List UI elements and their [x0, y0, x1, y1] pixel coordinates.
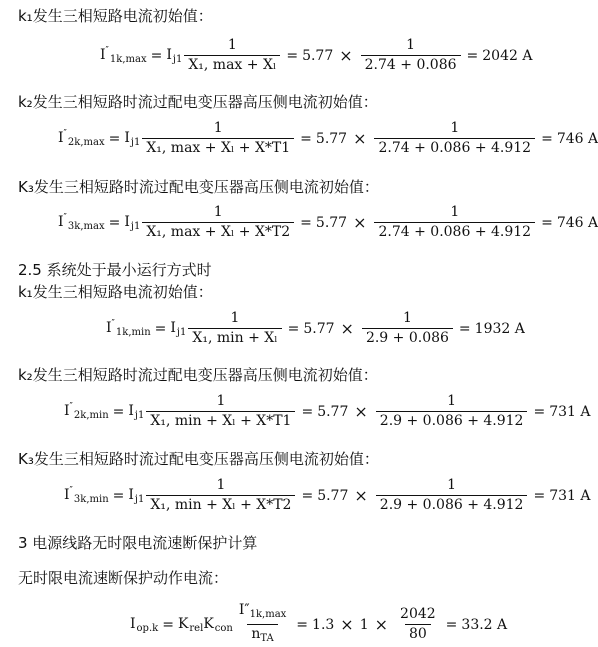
heading-k3-min: K₃发生三相短路时流过配电变压器高压侧电流初始值： [18, 450, 379, 468]
section-2-5-title: 2.5 系统处于最小运行方式时 [18, 261, 212, 279]
equation-i3k-min: $I''_{3k,min}$ = $I_{j1}$ $\frac{1}{\text{X₁, min + Xₗ + X*T2}}$ = 5.77 × $\frac{1}{2.9 + 0.086 + 4.912}$ = 731 A [64, 477, 591, 513]
equation-i2k-max: $I''_{2k,max}$ = $I_{j1}$ $\frac{1}{\text{X₁, max + Xₗ + X*T1}}$ = 5.77 × $\frac{1}{2.74 + 0.086 + 4.912}$ = 746 A [58, 120, 598, 156]
heading-k3-max: K₃发生三相短路时流过配电变压器高压侧电流初始值： [18, 178, 379, 196]
heading-k2-min: k₂发生三相短路时流过配电变压器高压侧电流初始值： [18, 366, 378, 384]
equation-i1k-min: $I''_{1k,min}$ = $I_{j1}$ $\frac{1}{\text{X₁, min + Xₗ}}$ = 5.77 × $\frac{1}{2.9 + 0.086}$ = 1932 A [106, 310, 525, 346]
section-3-title: 3 电源线路无时限电流速断保护计算 [18, 534, 258, 552]
result-value: 746 A [556, 130, 598, 147]
result-value: 731 A [549, 403, 591, 420]
equation-i2k-min: $I''_{2k,min}$ = $I_{j1}$ $\frac{1}{\text{X₁, min + Xₗ + X*T1}}$ = 5.77 × $\frac{1}{2.9 + 0.086 + 4.912}$ = 731 A [64, 393, 591, 429]
result-value: 2042 A [482, 47, 533, 64]
paragraph-action-current: 无时限电流速断保护动作电流： [18, 569, 229, 587]
result-value: 746 A [556, 214, 598, 231]
heading-k2-max: k₂发生三相短路时流过配电变压器高压侧电流初始值： [18, 93, 378, 111]
equation-i3k-max: $I''_{3k,max}$ = $I_{j1}$ $\frac{1}{\text{X₁, max + Xₗ + X*T2}}$ = 5.77 × $\frac{1}{2.74 + 0.086 + 4.912}$ = 746 A [58, 204, 598, 240]
equation-i1k-max: $I''_{1k,max}$ = $I_{j1}$ $\frac{1}{\text{X₁, max + Xₗ}}$ = 5.77 × $\frac{1}{2.74 + 0.086}$ = 2042 A [100, 37, 533, 73]
result-value: 33.2 A [461, 616, 508, 633]
heading-k1-min: k₁发生三相短路电流初始值： [18, 283, 213, 301]
result-value: 1932 A [474, 320, 525, 337]
result-value: 731 A [549, 487, 591, 504]
heading-k1-max: k₁发生三相短路电流初始值： [18, 7, 213, 25]
equation-iop-k: $I_{op.k}$ = $K_{rel}$ $K_{con}$ $\frac{I''_{1k,max}}{n_{TA}}$ = 1.3 × 1 × $\frac{2042}{80}$ = 33.2 A [130, 602, 507, 647]
